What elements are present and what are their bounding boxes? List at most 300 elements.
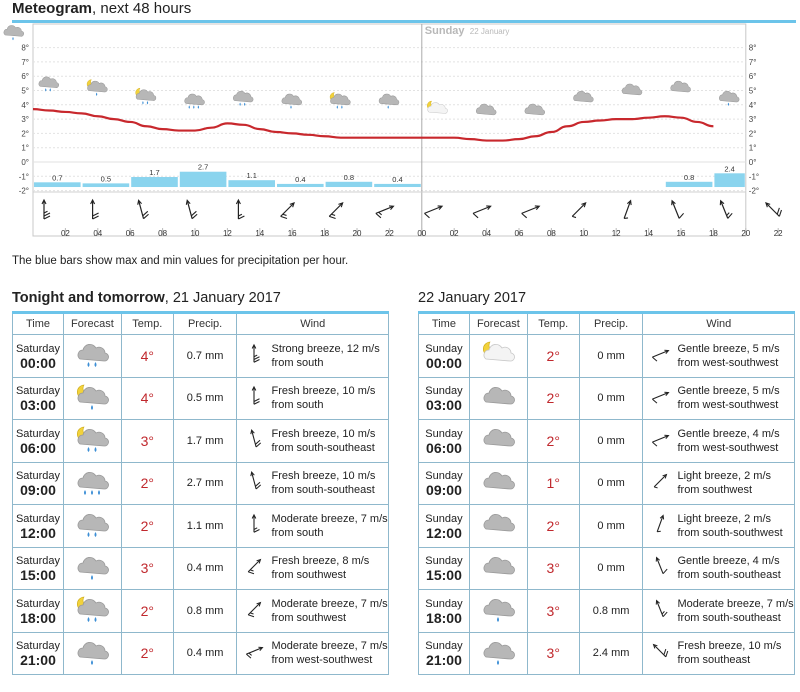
temp-cell: 4°	[121, 377, 173, 420]
y-tick-label-right: -1°	[748, 172, 760, 182]
time-cell	[419, 335, 470, 378]
forecast-row	[13, 420, 389, 463]
weather-symbol-icon	[233, 91, 253, 106]
day-label: Saturday	[15, 640, 60, 653]
weather-symbol-icon	[427, 101, 447, 113]
meteogram-chart	[0, 22, 800, 244]
hour-label: 21:00	[20, 652, 56, 669]
x-tick-label: 16	[676, 229, 686, 238]
wind-barb-icon	[237, 470, 271, 496]
precip-label: 1.1	[246, 171, 257, 181]
weather-symbol-icon	[4, 25, 24, 40]
precip-cell: 0.4 mm	[173, 547, 237, 590]
wind-barb-icon	[424, 204, 445, 219]
cloud-icon	[478, 530, 518, 542]
temperature-line	[33, 109, 713, 140]
header-time: Time	[13, 313, 64, 335]
y-tick-label-left: 0°	[21, 158, 29, 167]
forecast-row	[13, 335, 389, 378]
wind-barb-icon	[237, 343, 271, 369]
forecast-cell	[63, 547, 121, 590]
x-tick-label: 08	[158, 229, 168, 238]
wind-barb-icon	[279, 202, 298, 221]
y-tick-label-right: -2°	[748, 186, 760, 196]
wind-direction: from south-southeast	[677, 611, 781, 624]
wind-barb-icon	[237, 428, 271, 454]
forecast-row	[419, 505, 795, 548]
hour-label: 00:00	[426, 354, 462, 371]
time-cell	[13, 547, 64, 590]
wind-direction: from south-southeast	[271, 484, 375, 497]
temp-cell: 3°	[527, 632, 579, 675]
precip-bar	[277, 184, 324, 187]
hour-label: 15:00	[20, 567, 56, 584]
time-cell	[13, 505, 64, 548]
y-tick-label-right: 2°	[748, 129, 757, 139]
forecast-row	[419, 335, 795, 378]
precip-cell: 2.4 mm	[579, 632, 643, 675]
precip-cell: 1.7 mm	[173, 420, 237, 463]
wind-cell	[237, 632, 389, 675]
y-tick-label-right: 8°	[748, 43, 757, 53]
y-tick-label-left: 3°	[21, 115, 29, 125]
precip-bar	[666, 182, 713, 187]
day-label: Sunday	[425, 342, 463, 355]
time-cell	[13, 632, 64, 675]
forecast-table-saturday	[12, 311, 389, 675]
wind-direction: from west-southwest	[677, 399, 779, 412]
precip-bar	[326, 182, 373, 187]
hour-label: 09:00	[426, 482, 462, 499]
temp-cell: 3°	[121, 420, 173, 463]
moon-rain-cloud-icon	[72, 445, 112, 457]
x-tick-label: 14	[644, 229, 654, 238]
wind-barb-icon	[328, 202, 347, 221]
precip-cell: 0 mm	[579, 462, 643, 505]
forecast-cell	[469, 547, 527, 590]
x-tick-label: 20	[352, 229, 362, 238]
weather-symbol-icon	[719, 91, 739, 106]
x-tick-label: 04	[482, 229, 492, 238]
wind-barb-icon	[571, 202, 588, 219]
precip-cell: 0.8 mm	[173, 590, 237, 633]
x-tick-label: 06	[514, 229, 524, 238]
y-tick-label-right: 7°	[748, 57, 757, 67]
time-cell	[419, 420, 470, 463]
wind-direction: from south-southwest	[677, 526, 783, 539]
y-tick-label-right: 3°	[748, 115, 757, 125]
temp-cell: 3°	[527, 590, 579, 633]
wind-description: Fresh breeze, 8 m/s	[271, 555, 370, 568]
header-wind: Wind	[237, 313, 389, 335]
wind-barb-icon	[236, 200, 244, 219]
time-cell	[419, 632, 470, 675]
wind-cell	[643, 377, 795, 420]
wind-barb-icon	[643, 470, 677, 496]
day-label: Saturday	[15, 427, 60, 440]
wind-description: Gentle breeze, 5 m/s	[677, 385, 780, 398]
rain-cloud-icon	[72, 360, 112, 372]
wind-barb-icon	[237, 598, 271, 624]
wind-direction: from southeast	[677, 654, 751, 667]
temp-cell: 4°	[121, 335, 173, 378]
forecast-row	[419, 590, 795, 633]
precip-label: 0.8	[683, 172, 695, 182]
y-tick-label-left: 5°	[21, 86, 29, 96]
time-cell	[419, 547, 470, 590]
header-precip: Precip.	[173, 313, 237, 335]
x-tick-label: 22	[384, 229, 394, 238]
forecast-cell	[63, 420, 121, 463]
temp-cell: 3°	[121, 547, 173, 590]
wind-description: Fresh breeze, 10 m/s	[271, 385, 376, 398]
cloud-icon	[478, 573, 518, 585]
wind-barb-icon	[185, 199, 198, 219]
wind-barb-icon	[137, 199, 150, 219]
wind-description: Gentle breeze, 5 m/s	[677, 342, 780, 355]
rain-cloud-icon	[72, 530, 112, 542]
temp-cell: 2°	[527, 335, 579, 378]
x-tick-label: 02	[60, 229, 70, 238]
wind-direction: from west-southwest	[677, 356, 779, 369]
time-cell	[13, 335, 64, 378]
x-tick-label: 00	[417, 229, 427, 238]
precip-cell: 0.5 mm	[173, 377, 237, 420]
wind-direction: from south-southeast	[677, 569, 781, 582]
wind-cell	[237, 590, 389, 633]
wind-barb-icon	[237, 640, 271, 666]
y-tick-label-right: 4°	[748, 100, 757, 110]
moon-rain-cloud-icon	[72, 615, 112, 627]
precip-cell: 2.7 mm	[173, 462, 237, 505]
hour-label: 06:00	[426, 439, 462, 456]
wind-barb-icon	[643, 385, 677, 411]
precip-label: 0.5	[100, 174, 112, 184]
wind-barb-icon	[472, 204, 493, 219]
forecast-row	[419, 462, 795, 505]
temp-cell: 2°	[121, 462, 173, 505]
rain-cloud-icon	[478, 615, 518, 627]
rain-cloud-icon	[72, 573, 112, 585]
day-label: Sunday	[425, 640, 463, 653]
precip-cell: 0 mm	[579, 505, 643, 548]
weather-symbol-icon	[185, 94, 205, 109]
x-tick-label: 10	[579, 229, 589, 238]
forecast-cell	[63, 335, 121, 378]
precip-label: 1.7	[149, 168, 160, 178]
cloud-icon	[478, 488, 518, 500]
wind-barb-icon	[643, 343, 677, 369]
precip-bar	[83, 183, 130, 187]
day-date-label: 22 January	[469, 27, 510, 36]
wind-direction: from west-southwest	[677, 441, 779, 454]
precip-bar	[131, 177, 178, 187]
wind-direction: from south-southeast	[271, 441, 375, 454]
y-tick-label-left: -2°	[18, 186, 29, 196]
temp-cell: 2°	[121, 590, 173, 633]
forecast-row	[419, 377, 795, 420]
wind-direction: from south	[271, 356, 324, 369]
weather-symbol-icon	[622, 84, 642, 95]
hour-label: 03:00	[20, 397, 56, 414]
temp-cell: 2°	[527, 505, 579, 548]
weather-symbol-icon	[282, 94, 302, 109]
precip-cell: 0 mm	[579, 377, 643, 420]
wind-description: Moderate breeze, 7 m/s	[677, 597, 794, 610]
wind-barb-icon	[622, 200, 634, 220]
time-cell	[419, 462, 470, 505]
header-precip: Precip.	[579, 313, 643, 335]
hour-label: 21:00	[426, 652, 462, 669]
rain-cloud-icon	[478, 658, 518, 670]
precip-cell: 1.1 mm	[173, 505, 237, 548]
wind-cell	[643, 420, 795, 463]
wind-direction: from west-southwest	[271, 654, 373, 667]
forecast-row	[13, 462, 389, 505]
forecast-cell	[469, 505, 527, 548]
time-cell	[13, 377, 64, 420]
day-label: Sunday	[425, 555, 463, 568]
temp-cell: 2°	[527, 420, 579, 463]
weather-symbol-icon	[671, 81, 691, 92]
forecast-cell	[469, 462, 527, 505]
x-tick-label: 14	[255, 229, 265, 238]
y-tick-label-left: 6°	[21, 72, 29, 82]
wind-barb-icon	[237, 385, 271, 411]
wind-cell	[237, 420, 389, 463]
weather-symbol-icon	[39, 77, 59, 92]
precip-label: 0.4	[392, 174, 403, 184]
forecast-row	[419, 632, 795, 675]
forecast-cell	[469, 335, 527, 378]
precip-label: 2.7	[197, 162, 209, 172]
precip-cell: 0 mm	[579, 420, 643, 463]
x-tick-label: 18	[708, 229, 718, 238]
header-wind: Wind	[643, 313, 795, 335]
wind-cell	[643, 590, 795, 633]
forecast-cell	[63, 632, 121, 675]
time-cell	[13, 420, 64, 463]
temp-cell: 2°	[121, 505, 173, 548]
wind-cell	[237, 505, 389, 548]
hour-label: 03:00	[426, 397, 462, 414]
precip-bar	[34, 182, 81, 187]
moon-cloud-icon	[478, 360, 518, 372]
wind-description: Moderate breeze, 7 m/s	[271, 640, 388, 653]
wind-cell	[643, 547, 795, 590]
hour-label: 12:00	[426, 524, 462, 541]
precip-label: 2.4	[724, 164, 735, 174]
time-cell	[419, 505, 470, 548]
wind-barb-icon	[643, 640, 677, 666]
precip-label: 0.7	[52, 173, 63, 183]
weather-symbol-icon	[476, 104, 496, 115]
x-tick-label: 04	[93, 229, 103, 238]
y-tick-label-left: 4°	[21, 100, 29, 110]
wind-barb-icon	[375, 204, 396, 219]
x-tick-label: 20	[741, 229, 751, 238]
y-tick-label-left: 7°	[21, 57, 29, 67]
cloud-icon	[478, 445, 518, 457]
wind-description: Fresh breeze, 10 m/s	[271, 470, 376, 483]
forecast-row	[419, 420, 795, 463]
wind-direction: from southwest	[677, 484, 753, 497]
precip-bar	[228, 180, 275, 187]
wind-direction: from southwest	[271, 611, 347, 624]
day-label: Saturday	[15, 470, 60, 483]
precip-label: 0.4	[295, 174, 306, 184]
hour-label: 12:00	[20, 524, 56, 541]
wind-description: Gentle breeze, 4 m/s	[677, 427, 780, 440]
x-tick-label: 12	[222, 229, 232, 238]
x-tick-label: 08	[546, 229, 556, 238]
time-cell	[13, 590, 64, 633]
wind-barb-icon	[237, 513, 271, 539]
wind-direction: from south	[271, 399, 324, 412]
wind-barb-icon	[521, 204, 542, 219]
day-label: Saturday	[15, 597, 60, 610]
temp-cell: 2°	[527, 377, 579, 420]
y-tick-label-left: -1°	[18, 172, 29, 182]
y-tick-label-left: 1°	[21, 143, 29, 153]
temp-cell: 1°	[527, 462, 579, 505]
forecast-cell	[469, 632, 527, 675]
wind-barb-icon	[670, 198, 685, 219]
forecast-cell	[63, 590, 121, 633]
hour-label: 18:00	[20, 609, 56, 626]
hour-label: 18:00	[426, 609, 462, 626]
hour-label: 15:00	[426, 567, 462, 584]
wind-cell	[643, 505, 795, 548]
hour-label: 09:00	[20, 482, 56, 499]
weather-symbol-icon	[136, 88, 156, 104]
day-label: Sunday	[424, 25, 465, 37]
weather-symbol-icon	[87, 80, 107, 96]
y-tick-label-right: 0°	[748, 158, 757, 167]
moon-rain-cloud-icon	[72, 403, 112, 415]
forecast-row	[13, 547, 389, 590]
header-forecast: Forecast	[63, 313, 121, 335]
wind-description: Fresh breeze, 10 m/s	[677, 640, 782, 653]
precip-label: 0.8	[343, 172, 355, 182]
forecast-row	[13, 377, 389, 420]
time-cell	[419, 590, 470, 633]
forecast-cell	[469, 420, 527, 463]
wind-barb-icon	[643, 555, 677, 581]
wind-description: Strong breeze, 12 m/s	[271, 342, 380, 355]
cloud-icon	[478, 403, 518, 415]
day-label: Saturday	[15, 385, 60, 398]
header-temp: Temp.	[121, 313, 173, 335]
time-cell	[13, 462, 64, 505]
y-tick-label-left: 8°	[21, 43, 29, 53]
forecast-cell	[469, 377, 527, 420]
header-time: Time	[419, 313, 470, 335]
y-tick-label-right: 1°	[748, 143, 757, 153]
wind-barb-icon	[719, 198, 734, 219]
day-label: Sunday	[425, 470, 463, 483]
wind-barb-icon	[643, 513, 677, 539]
wind-direction: from southwest	[271, 569, 347, 582]
forecast-row	[13, 505, 389, 548]
header-temp: Temp.	[527, 313, 579, 335]
day-label: Sunday	[425, 512, 463, 525]
precip-cell: 0.7 mm	[173, 335, 237, 378]
wind-barb-icon	[237, 555, 271, 581]
time-cell	[419, 377, 470, 420]
wind-barb-icon	[765, 199, 784, 218]
precip-bar	[180, 172, 227, 187]
precip-note: The blue bars show max and min values for precipitation per hour.	[12, 255, 349, 267]
wind-cell	[237, 335, 389, 378]
x-tick-label: 10	[190, 229, 200, 238]
temp-cell: 2°	[121, 632, 173, 675]
wind-description: Light breeze, 2 m/s	[677, 512, 772, 525]
rain-cloud-icon	[72, 658, 112, 670]
day-label: Saturday	[15, 512, 60, 525]
day-label: Sunday	[425, 385, 463, 398]
weather-symbol-icon	[379, 94, 399, 109]
wind-description: Moderate breeze, 7 m/s	[271, 597, 388, 610]
y-tick-label-right: 5°	[748, 86, 757, 96]
header-forecast: Forecast	[469, 313, 527, 335]
forecast-row	[13, 632, 389, 675]
day-label: Saturday	[15, 555, 60, 568]
wind-cell	[643, 632, 795, 675]
precip-cell: 0.8 mm	[579, 590, 643, 633]
wind-description: Gentle breeze, 4 m/s	[677, 555, 780, 568]
x-tick-label: 12	[611, 229, 621, 238]
temp-cell: 3°	[527, 547, 579, 590]
wind-description: Fresh breeze, 10 m/s	[271, 427, 376, 440]
precip-cell: 0 mm	[579, 335, 643, 378]
x-tick-label: 18	[320, 229, 330, 238]
x-tick-label: 16	[287, 229, 297, 238]
wind-cell	[237, 377, 389, 420]
weather-symbol-icon	[330, 92, 350, 108]
x-tick-label: 06	[125, 229, 135, 238]
precip-cell: 0 mm	[579, 547, 643, 590]
wind-barb-icon	[42, 200, 50, 219]
page-title: Meteogram, next 48 hours	[12, 0, 192, 17]
precip-bar	[374, 184, 421, 187]
forecast-cell	[63, 505, 121, 548]
y-tick-label-right: 6°	[748, 72, 757, 82]
hour-label: 06:00	[20, 439, 56, 456]
wind-barb-icon	[643, 598, 677, 624]
forecast-cell	[469, 590, 527, 633]
wind-cell	[643, 335, 795, 378]
day-label: Sunday	[425, 427, 463, 440]
hour-label: 00:00	[20, 354, 56, 371]
wind-cell	[237, 462, 389, 505]
forecast-row	[13, 590, 389, 633]
forecast-cell	[63, 462, 121, 505]
day-label: Sunday	[425, 597, 463, 610]
precip-bar	[714, 173, 744, 187]
wind-direction: from south	[271, 526, 324, 539]
x-tick-label: 22	[773, 229, 783, 238]
y-tick-label-left: 2°	[21, 129, 29, 139]
precip-cell: 0.4 mm	[173, 632, 237, 675]
wind-barb-icon	[643, 428, 677, 454]
wind-description: Moderate breeze, 7 m/s	[271, 512, 388, 525]
weather-symbol-icon	[525, 104, 545, 115]
wind-description: Light breeze, 2 m/s	[677, 470, 772, 483]
wind-cell	[643, 462, 795, 505]
weather-symbol-icon	[574, 91, 594, 102]
forecast-cell	[63, 377, 121, 420]
